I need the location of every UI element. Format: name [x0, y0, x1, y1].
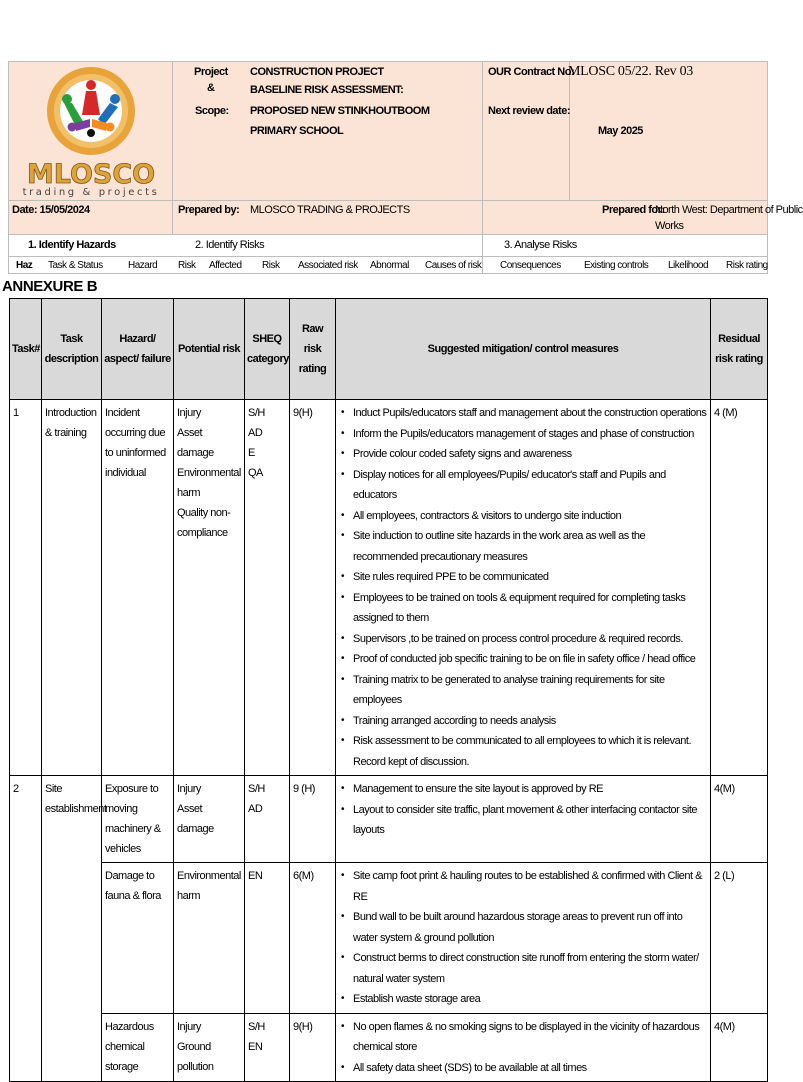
mitigation-item: • Proof of conducted job specific training to be on file in safety office / head office	[353, 649, 707, 670]
sheq-category-line: S/H	[248, 1020, 265, 1033]
task-description: Introduction & training	[42, 400, 102, 776]
task-number	[10, 1013, 42, 1082]
mitigation-item: • Display notices for all employees/Pupils/ educator's staff and Pupils and educators	[353, 465, 707, 506]
mitigation-item: • Management to ensure the site layout is approved by RE	[353, 779, 707, 800]
col-consequences: Consequences	[500, 260, 561, 271]
potential-risk	[174, 776, 245, 863]
sheq-category-line: AD	[248, 803, 263, 815]
sheq-category-line: S/H	[248, 783, 265, 795]
project-scope-line: BASELINE RISK ASSESSMENT:	[250, 84, 404, 96]
col-risk-2: Risk	[262, 260, 280, 271]
task-description	[42, 863, 102, 1014]
mitigation-item: • Provide colour coded safety signs and awareness	[353, 444, 707, 465]
col-associated-risk: Associated risk	[298, 260, 358, 271]
col-abnormal: Abnormal	[370, 260, 409, 271]
project-label-3: Scope:	[195, 105, 229, 117]
mitigation-measures	[336, 1013, 711, 1082]
mitigation-item: • Bund wall to be built around hazardous storage areas to prevent run off into water system & ground pollution	[353, 907, 707, 948]
col-causes: Causes of risk	[425, 260, 482, 271]
sheq-category	[245, 1013, 290, 1082]
company-logo	[12, 63, 170, 197]
header-line	[172, 61, 173, 234]
potential-risk	[174, 863, 245, 1014]
residual-risk-rating: 4 (M)	[711, 400, 768, 776]
raw-risk-rating: 6(M)	[290, 863, 336, 1014]
prepared-by-value: MLOSCO TRADING & PROJECTS	[250, 204, 410, 216]
header-hazard: Hazard/ aspect/ failure	[102, 299, 174, 400]
risk-assessment-table	[9, 298, 768, 1082]
assessment-date: Date: 15/05/2024	[12, 204, 90, 216]
header-line	[8, 61, 9, 273]
mitigation-item: • Construct berms to direct construction site runoff from entering the storm water/ natural water system	[353, 948, 707, 989]
mitigation-list	[339, 866, 707, 1010]
mitigation-item: • Supervisors ,to be trained on process control procedure & required records.	[353, 629, 707, 650]
mitigation-measures	[336, 863, 711, 1014]
mitigation-list	[339, 779, 707, 841]
step-identify-risks: 2. Identify Risks	[195, 239, 265, 251]
potential-risk-line: Environmental harm	[177, 870, 241, 902]
header-line	[767, 61, 768, 273]
header-line	[482, 234, 483, 273]
sheq-category	[245, 400, 290, 776]
task-number	[10, 863, 42, 1014]
mitigation-measures	[336, 400, 711, 776]
col-haz: Haz	[16, 260, 33, 271]
table-row	[10, 863, 768, 1014]
sheq-category-line: EN	[248, 1040, 263, 1053]
potential-risk-line: Asset damage	[177, 427, 214, 459]
residual-risk-rating: 2 (L)	[711, 863, 768, 1014]
table-header-row	[10, 299, 768, 400]
step-identify-hazards: 1. Identify Hazards	[28, 239, 116, 251]
mitigation-item: • Induct Pupils/educators staff and management about the construction operations	[353, 403, 707, 424]
logo-emblem-icon	[12, 63, 170, 197]
raw-risk-rating: 9(H)	[290, 400, 336, 776]
table-row	[10, 400, 768, 776]
mitigation-item: • Employees to be trained on tools & equipment required for completing tasks assigned to them	[353, 588, 707, 629]
header-raw-risk-rating: Raw risk rating	[290, 299, 336, 400]
potential-risk-line: Environmental harm	[177, 467, 241, 499]
project-scope-line: PRIMARY SCHOOL	[250, 125, 344, 137]
prepared-by-label: Prepared by:	[178, 204, 240, 216]
task-description	[42, 1013, 102, 1082]
hazard-aspect: Incident occurring due to uninformed individual	[102, 400, 174, 776]
raw-risk-rating: 9 (H)	[290, 776, 336, 863]
potential-risk-line: Injury	[177, 783, 201, 795]
mitigation-item: • Layout to consider site traffic, plant movement & other interfacing contactor site layouts	[353, 800, 707, 841]
col-affected: Affected	[209, 260, 242, 271]
potential-risk-line: Ground pollution	[177, 1040, 214, 1073]
mitigation-item: • Establish waste storage area	[353, 989, 707, 1010]
header-residual-risk: Residual risk rating	[711, 299, 768, 400]
step-analyse-risks: 3. Analyse Risks	[504, 239, 577, 251]
col-task-status: Task & Status	[48, 260, 103, 271]
residual-risk-rating: 4(M)	[711, 1013, 768, 1082]
review-date-label: Next review date:	[488, 105, 570, 117]
header-task-no: Task#	[10, 299, 42, 400]
table-row	[10, 1013, 768, 1082]
task-description: Site establishment	[42, 776, 102, 863]
project-scope-line: CONSTRUCTION PROJECT	[250, 66, 384, 78]
col-risk: Risk	[178, 260, 196, 271]
mitigation-item: • Training matrix to be generated to analyse training requirements for site employees	[353, 670, 707, 711]
mitigation-item: • Site rules required PPE to be communicated	[353, 567, 707, 588]
mitigation-item: • Risk assessment to be communicated to all employees to which it is relevant. Record kept of discussion.	[353, 731, 707, 772]
task-number: 1	[10, 400, 42, 776]
annexure-title: ANNEXURE B	[2, 278, 98, 295]
mitigation-item: • All safety data sheet (SDS) to be available at all times	[353, 1058, 707, 1079]
col-existing-controls: Existing controls	[584, 260, 649, 271]
sheq-category	[245, 776, 290, 863]
prepared-for-value: Works	[655, 220, 684, 232]
residual-risk-rating: 4(M)	[711, 776, 768, 863]
mitigation-item: • Site camp foot print & hauling routes to be established & confirmed with Client & RE	[353, 866, 707, 907]
potential-risk-line: Injury	[177, 407, 201, 419]
potential-risk	[174, 400, 245, 776]
mitigation-item: • No open flames & no smoking signs to be displayed in the vicinity of hazardous chemical store	[353, 1017, 707, 1058]
document-header	[8, 61, 803, 273]
task-number: 2	[10, 776, 42, 863]
header-line	[569, 61, 570, 200]
sheq-category	[245, 863, 290, 1014]
header-line	[482, 61, 483, 234]
header-mitigation: Suggested mitigation/ control measures	[336, 299, 711, 400]
mitigation-list	[339, 1017, 707, 1079]
project-label-2: &	[207, 82, 215, 94]
mitigation-measures	[336, 776, 711, 863]
header-line	[8, 61, 768, 62]
contract-number: MLOSC 05/22. Rev 03	[568, 64, 693, 79]
raw-risk-rating: 9(H)	[290, 1013, 336, 1082]
header-sheq-category: SHEQ category	[245, 299, 290, 400]
contract-label: OUR Contract No:	[488, 66, 575, 78]
sheq-category-line: AD	[248, 427, 263, 439]
mitigation-item: • Site induction to outline site hazards in the work area as well as the recommended precautionary measures	[353, 526, 707, 567]
table-row	[10, 776, 768, 863]
header-potential-risk: Potential risk	[174, 299, 245, 400]
project-scope-line: PROPOSED NEW STINKHOUTBOOM	[250, 105, 430, 117]
sheq-category-line: QA	[248, 467, 263, 479]
mitigation-item: • All employees, contractors & visitors to undergo site induction	[353, 506, 707, 527]
prepared-for-value: North West: Department of Public	[655, 204, 803, 216]
col-likelihood: Likelihood	[668, 260, 709, 271]
potential-risk-line: Injury	[177, 1020, 201, 1033]
logo-wordmark: MLOSCO	[26, 159, 156, 190]
review-date: May 2025	[598, 125, 643, 137]
header-task-description: Task description	[42, 299, 102, 400]
col-risk-rating: Risk rating	[726, 260, 768, 271]
sheq-category-line: EN	[248, 870, 263, 882]
logo-tagline: trading & projects	[22, 187, 160, 198]
hazard-aspect: Damage to fauna & flora	[102, 863, 174, 1014]
potential-risk-line: Asset damage	[177, 803, 214, 835]
potential-risk-line: Quality non-compliance	[177, 507, 231, 539]
hazard-aspect: Exposure to moving machinery & vehicles	[102, 776, 174, 863]
mitigation-item: • Inform the Pupils/educators management of stages and phase of construction	[353, 424, 707, 445]
mitigation-item: • Training arranged according to needs analysis	[353, 711, 707, 732]
project-label-1: Project	[194, 66, 228, 78]
sheq-category-line: S/H	[248, 407, 265, 419]
header-line	[8, 234, 768, 235]
col-hazard: Hazard	[128, 260, 158, 271]
hazard-aspect: Hazardous chemical storage	[102, 1013, 174, 1082]
mitigation-list	[339, 403, 707, 772]
prepared-for-label: Prepared for:	[602, 204, 665, 216]
potential-risk	[174, 1013, 245, 1082]
sheq-category-line: E	[248, 447, 255, 459]
